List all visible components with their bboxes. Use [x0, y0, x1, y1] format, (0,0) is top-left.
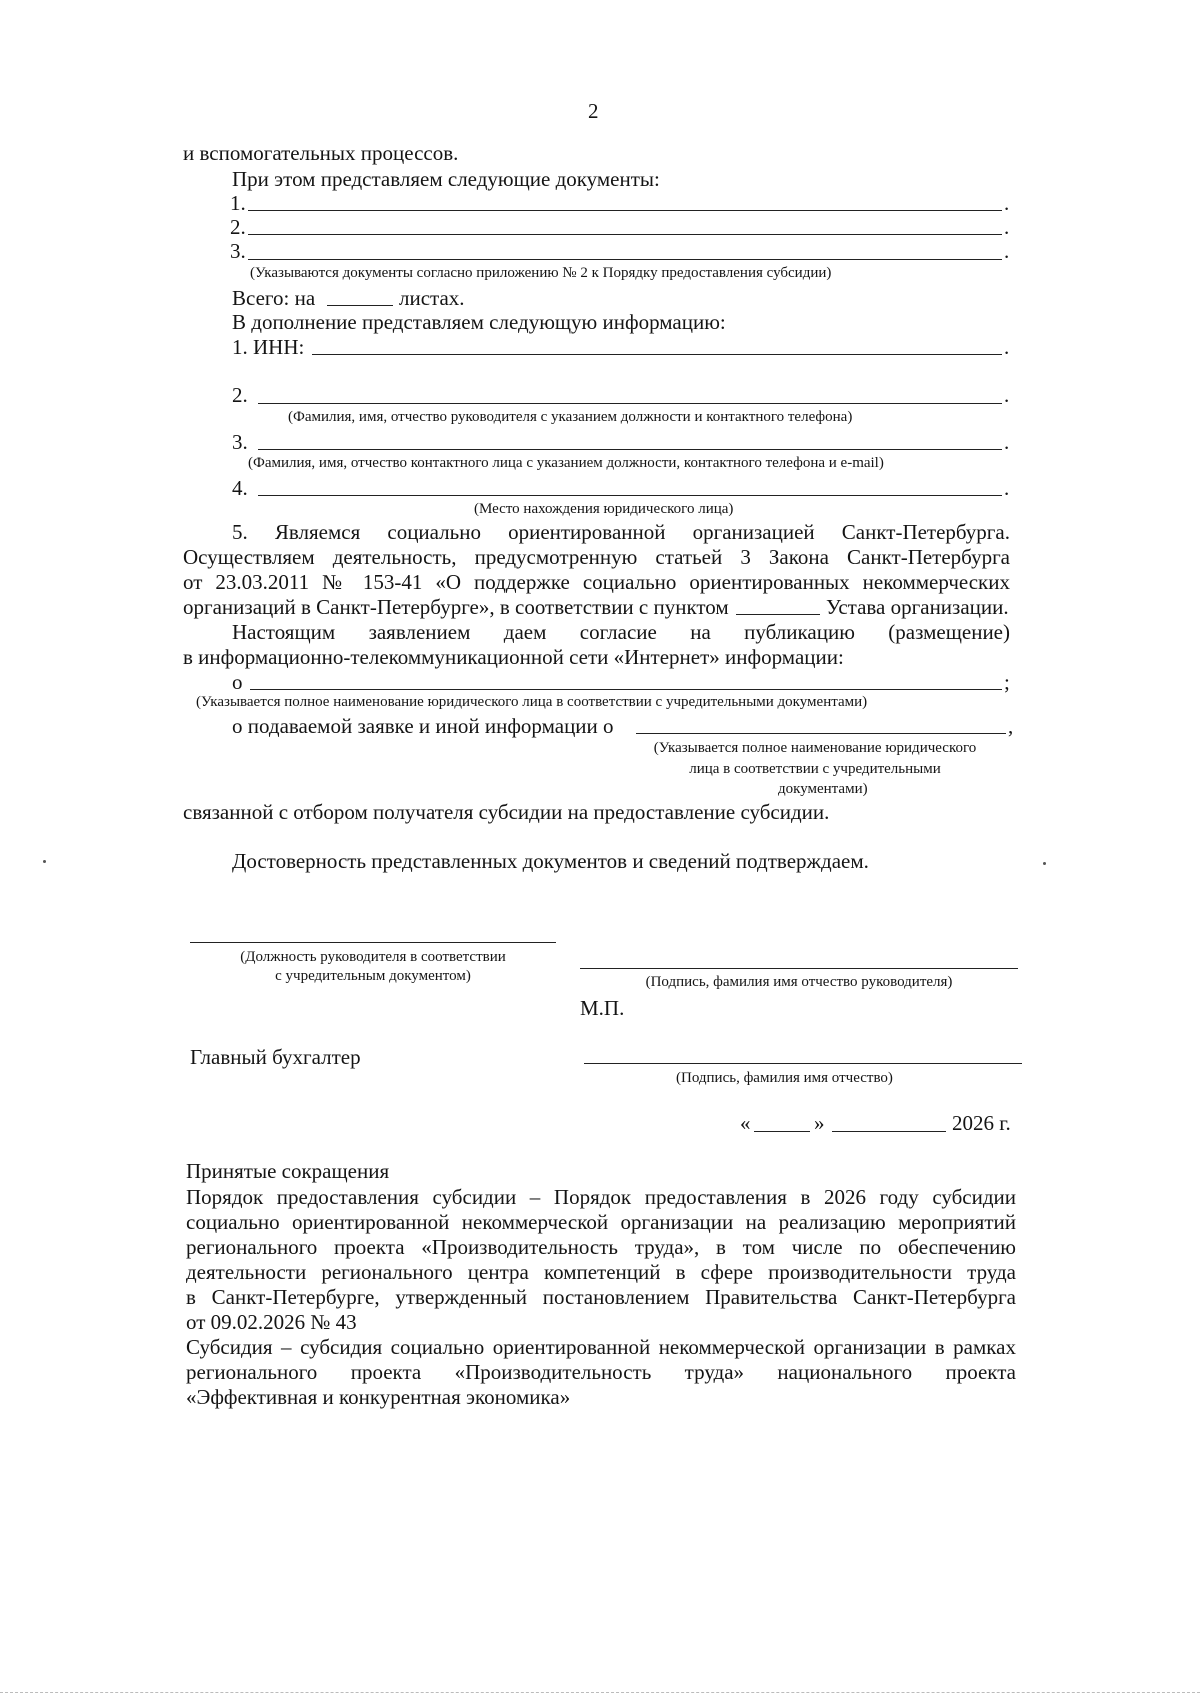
application-hint-3: документами): [778, 781, 868, 797]
info-item-3-end: .: [1004, 430, 1010, 454]
para5-line-3: от 23.03.2011 № 153-41 «О поддержке социально ориентированных некоммерческих: [183, 570, 1010, 594]
consent-closing: связанной с отбором получателя субсидии на предоставление субсидии.: [183, 800, 830, 824]
confirmation: Достоверность представленных документов и сведений подтверждаем.: [232, 849, 869, 873]
accountant-signature-hint: (Подпись, фамилия имя отчество): [676, 1070, 893, 1086]
application-prefix: о подаваемой заявке и иной информации о: [232, 714, 614, 738]
doc-item-1-end: .: [1004, 191, 1010, 215]
location-hint: (Место нахождения юридического лица): [474, 501, 734, 517]
date-day-field[interactable]: [754, 1131, 810, 1132]
docs-hint: (Указываются документы согласно приложению № 2 к Порядку предоставления субсидии): [250, 265, 832, 281]
info-item-2-label: 2.: [232, 383, 248, 407]
doc-item-3-field[interactable]: [248, 259, 1002, 260]
date-open-quote: «: [740, 1111, 751, 1135]
application-hint-1: (Указывается полное наименование юридического: [653, 740, 977, 756]
page-number: 2: [588, 99, 599, 123]
scan-mark-left: [43, 860, 46, 863]
abbr-line-2: социально ориентированной некоммерческой организации на реализацию мероприятий: [186, 1210, 1016, 1234]
subsidy-line-3: «Эффективная и конкурентная экономика»: [186, 1385, 571, 1409]
application-hint-2: лица в соответствии с учредительными: [689, 761, 941, 777]
location-field[interactable]: [258, 495, 1002, 496]
intro-tail: и вспомогательных процессов.: [183, 141, 459, 165]
doc-item-2-label: 2.: [230, 215, 246, 239]
head-info-field[interactable]: [258, 403, 1002, 404]
para5-line-1: 5. Являемся социально ориентированной организацией Санкт-Петербурга.: [232, 520, 1010, 544]
doc-item-2-field[interactable]: [248, 234, 1002, 235]
charter-clause-field[interactable]: [736, 614, 820, 615]
position-hint-2: с учредительным документом): [275, 968, 471, 984]
date-close-quote: »: [814, 1111, 825, 1135]
abbr-line-3: регионального проекта «Производительность труда», в том числе по обеспечению: [186, 1235, 1016, 1259]
date-month-field[interactable]: [832, 1131, 946, 1132]
scan-mark-right: [1043, 862, 1046, 865]
total-prefix: Всего: на: [232, 286, 316, 310]
org-name-field[interactable]: [250, 689, 1002, 690]
about-prefix: о: [232, 670, 243, 694]
inn-label: 1. ИНН:: [232, 335, 305, 359]
para5-last-suffix: Устава организации.: [826, 595, 1009, 619]
about-end: ;: [1004, 670, 1010, 694]
consent-line-2: в информационно-телекоммуникационной сети «Интернет» информации:: [183, 645, 844, 669]
abbr-line-1: Порядок предоставления субсидии – Порядок предоставления в 2026 году субсидии: [186, 1185, 1016, 1209]
total-pages-field[interactable]: [327, 305, 393, 306]
consent-line-1: Настоящим заявлением даем согласие на публикацию (размещение): [232, 620, 1010, 644]
subsidy-line-1: Субсидия – субсидия социально ориентированной некоммерческой организации в рамках: [186, 1335, 1016, 1359]
doc-item-3-end: .: [1004, 239, 1010, 263]
para5-line-2: Осуществляем деятельность, предусмотренную статьей 3 Закона Санкт-Петербурга: [183, 545, 1010, 569]
doc-item-2-end: .: [1004, 215, 1010, 239]
abbr-line-4: деятельности регионального центра компетенций в сфере производительности труда: [186, 1260, 1016, 1284]
total-suffix: листах.: [399, 286, 465, 310]
doc-item-3-label: 3.: [230, 239, 246, 263]
abbr-line-5: в Санкт-Петербурге, утвержденный постановлением Правительства Санкт-Петербурга: [186, 1285, 1016, 1309]
doc-item-1-field[interactable]: [248, 210, 1002, 211]
inn-field[interactable]: [312, 354, 1002, 355]
abbreviations-title: Принятые сокращения: [186, 1159, 390, 1183]
contact-info-field[interactable]: [258, 449, 1002, 450]
doc-item-1-label: 1.: [230, 191, 246, 215]
scan-edge-line: [0, 1692, 1200, 1693]
info-item-4-label: 4.: [232, 476, 248, 500]
inn-end: .: [1004, 335, 1010, 359]
position-field[interactable]: [190, 942, 556, 943]
info-item-3-label: 3.: [232, 430, 248, 454]
accountant-signature-field[interactable]: [584, 1063, 1022, 1064]
date-year: 2026 г.: [952, 1111, 1011, 1135]
position-hint-1: (Должность руководителя в соответствии: [240, 949, 506, 965]
head-signature-field[interactable]: [580, 968, 1018, 969]
head-signature-hint: (Подпись, фамилия имя отчество руководителя): [645, 974, 953, 990]
info-intro: В дополнение представляем следующую информацию:: [232, 310, 726, 334]
subsidy-line-2: регионального проекта «Производительность труда» национального проекта: [186, 1360, 1016, 1384]
application-end: ,: [1008, 714, 1014, 738]
org-name-hint: (Указывается полное наименование юридического лица в соответствии с учредительными документами): [196, 694, 868, 710]
abbr-line-6: от 09.02.2026 № 43: [186, 1310, 357, 1334]
accountant-label: Главный бухгалтер: [190, 1045, 361, 1069]
application-org-field[interactable]: [636, 733, 1006, 734]
info-item-2-end: .: [1004, 383, 1010, 407]
info-item-4-end: .: [1004, 476, 1010, 500]
head-info-hint: (Фамилия, имя, отчество руководителя с указанием должности и контактного телефона): [288, 409, 853, 425]
contact-info-hint: (Фамилия, имя, отчество контактного лица с указанием должности, контактного телефона и e-mail): [248, 455, 884, 471]
stamp-place: М.П.: [580, 996, 625, 1020]
docs-intro: При этом представляем следующие документы:: [232, 167, 660, 191]
para5-last-prefix: организаций в Санкт-Петербурге», в соответствии с пунктом: [183, 595, 729, 619]
